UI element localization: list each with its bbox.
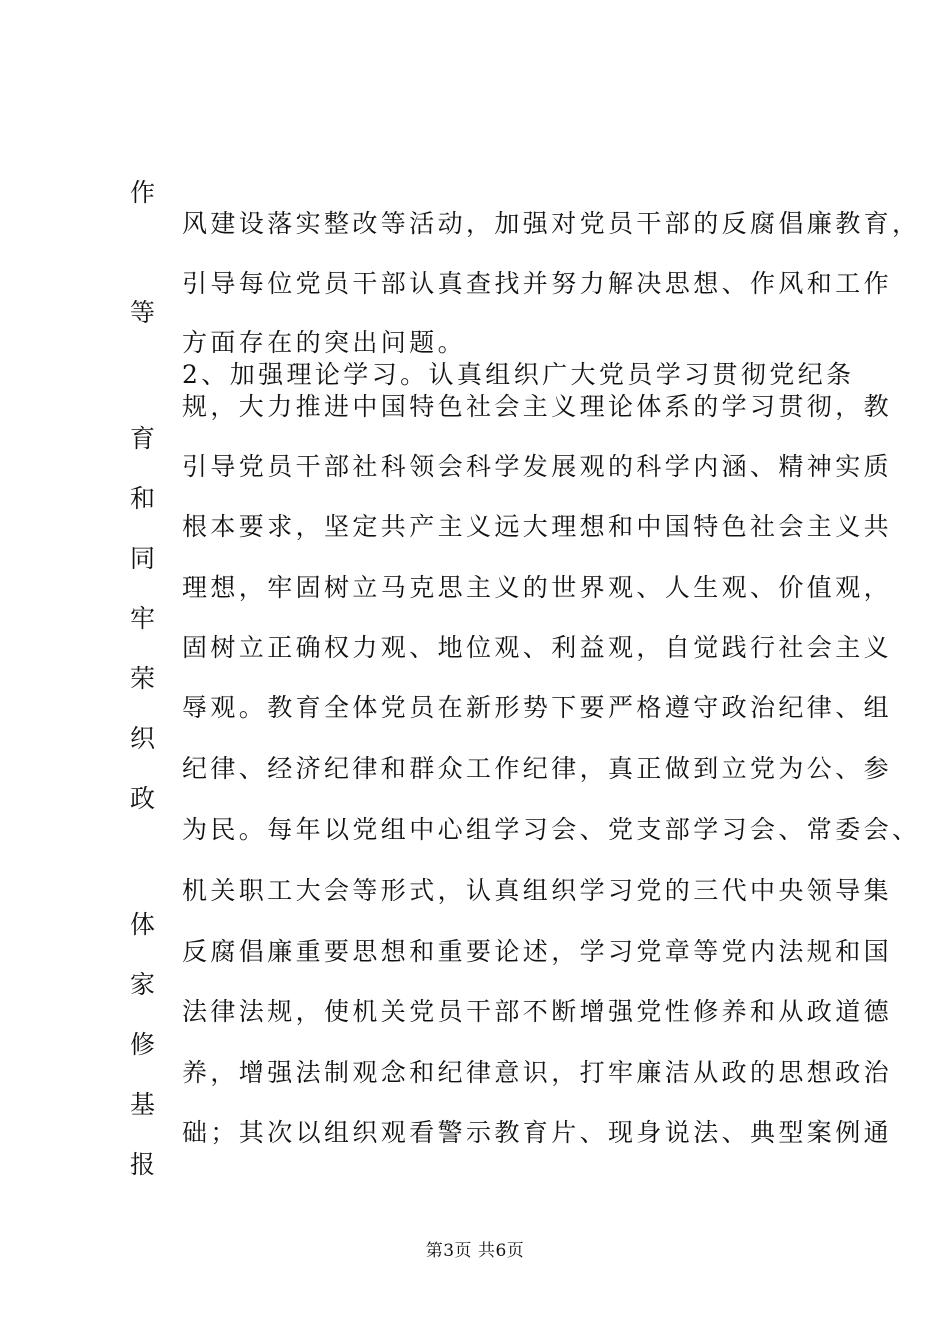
body-line: 方面存在的突出问题。 (182, 328, 467, 357)
body-line: 2、加强理论学习。认真组织广大党员学习贯彻党纪条 (182, 360, 855, 389)
margin-char: 基 (130, 1090, 156, 1119)
body-line: 理想，牢固树立马克思主义的世界观、人生观、价值观， (182, 573, 893, 602)
margin-char: 牢 (130, 604, 156, 633)
page-number-footer: 第3页 共6页 (425, 1241, 525, 1261)
margin-char: 体 (130, 910, 156, 939)
body-line: 纪律、经济纪律和群众工作纪律，真正做到立党为公、参 (182, 754, 893, 783)
body-line: 养，增强法制观念和纪律意识，打牢廉洁从政的思想政治 (182, 1058, 893, 1087)
body-line: 础；其次以组织观看警示教育片、现身说法、典型案例通 (182, 1118, 893, 1147)
body-line: 引导每位党员干部认真查找并努力解决思想、作风和工作 (182, 269, 893, 298)
body-line: 机关职工大会等形式，认真组织学习党的三代中央领导集 (182, 876, 893, 905)
body-line: 引导党员干部社科领会科学发展观的科学内涵、精神实质 (182, 452, 893, 481)
body-line: 为民。每年以党组中心组学习会、党支部学习会、常委会、 (182, 815, 921, 844)
body-line: 反腐倡廉重要思想和重要论述，学习党章等党内法规和国 (182, 937, 893, 966)
margin-char: 等 (130, 298, 156, 327)
margin-char: 育 (130, 424, 156, 453)
body-line: 风建设落实整改等活动，加强对党员干部的反腐倡廉教育， (182, 209, 921, 238)
body-line: 法律法规，使机关党员干部不断增强党性修养和从政道德 (182, 997, 893, 1026)
body-line: 根本要求，坚定共产主义远大理想和中国特色社会主义共 (182, 512, 893, 541)
body-line: 固树立正确权力观、地位观、利益观，自觉践行社会主义 (182, 633, 893, 662)
margin-char: 报 (130, 1150, 156, 1179)
margin-char: 荣 (130, 664, 156, 693)
body-line: 规，大力推进中国特色社会主义理论体系的学习贯彻，教 (182, 392, 893, 421)
margin-char: 织 (130, 724, 156, 753)
margin-char: 同 (130, 544, 156, 573)
body-line: 辱观。教育全体党员在新形势下要严格遵守政治纪律、组 (182, 693, 893, 722)
margin-char: 政 (130, 784, 156, 813)
margin-char: 家 (130, 970, 156, 999)
margin-char: 修 (130, 1030, 156, 1059)
margin-char: 和 (130, 484, 156, 513)
margin-char: 作 (130, 178, 156, 207)
